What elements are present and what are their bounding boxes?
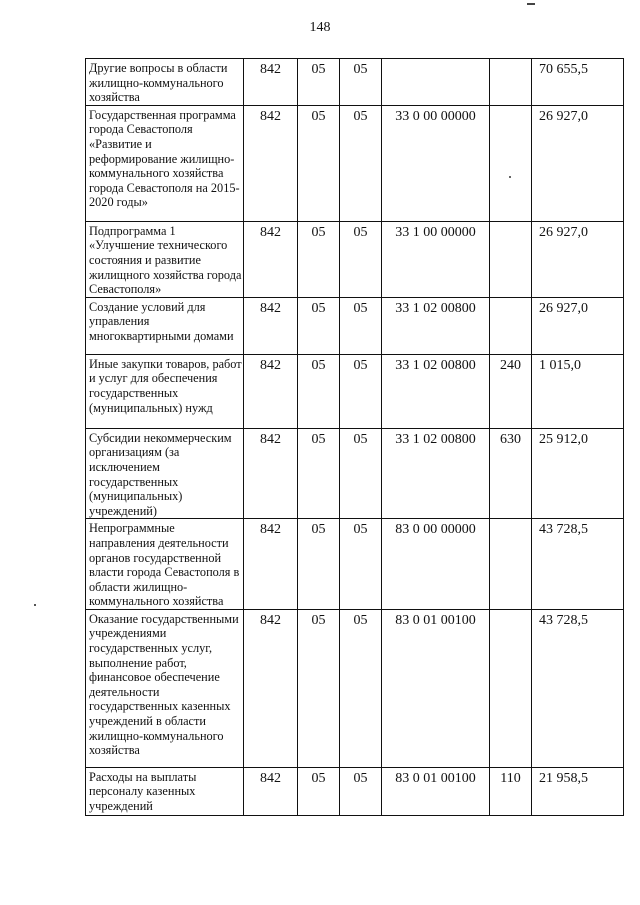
- table-row: [86, 105, 624, 221]
- row-name: Подпрограмма 1 «Улучшение технического состояния и развитие жилищного хозяйства города Севастополя»: [86, 221, 244, 297]
- ministry-code: 842: [244, 221, 298, 297]
- amount: 43 728,5: [532, 609, 624, 767]
- target-code: 83 0 00 00000: [382, 519, 490, 610]
- table-row: [86, 428, 624, 519]
- section-code: 05: [298, 609, 340, 767]
- amount: 21 958,5: [532, 767, 624, 815]
- budget-table: [85, 58, 624, 816]
- amount: 25 912,0: [532, 428, 624, 519]
- subsection-code: 05: [340, 354, 382, 428]
- ministry-code: 842: [244, 428, 298, 519]
- table-row: [86, 767, 624, 815]
- expense-type-code: 630: [490, 428, 532, 519]
- target-code: 33 0 00 00000: [382, 105, 490, 221]
- amount: 26 927,0: [532, 105, 624, 221]
- expense-type-code: [490, 221, 532, 297]
- ministry-code: 842: [244, 354, 298, 428]
- expense-type-code: [490, 297, 532, 354]
- section-code: 05: [298, 354, 340, 428]
- subsection-code: 05: [340, 221, 382, 297]
- target-code: 33 1 02 00800: [382, 428, 490, 519]
- amount: 26 927,0: [532, 221, 624, 297]
- ministry-code: 842: [244, 59, 298, 106]
- expense-type-code: 110: [490, 767, 532, 815]
- subsection-code: 05: [340, 609, 382, 767]
- section-code: 05: [298, 767, 340, 815]
- subsection-code: 05: [340, 297, 382, 354]
- subsection-code: 05: [340, 105, 382, 221]
- expense-type-code: [490, 105, 532, 221]
- subsection-code: 05: [340, 767, 382, 815]
- table-row: [86, 609, 624, 767]
- amount: 43 728,5: [532, 519, 624, 610]
- target-code: 33 1 02 00800: [382, 297, 490, 354]
- ministry-code: 842: [244, 519, 298, 610]
- row-name: Оказание государственными учреждениями государственных услуг, выполнение работ, финансовое обеспечение деятельности государственных казенных учреждений в области жилищно-коммунального хозяйства: [86, 609, 244, 767]
- section-code: 05: [298, 221, 340, 297]
- row-name: Субсидии некоммерческим организациям (за исключением государственных (муниципальных) учреждений): [86, 428, 244, 519]
- table-row: [86, 354, 624, 428]
- row-name: Другие вопросы в области жилищно-коммунального хозяйства: [86, 59, 244, 106]
- amount: 26 927,0: [532, 297, 624, 354]
- expense-type-code: [490, 59, 532, 106]
- table-row: [86, 221, 624, 297]
- section-code: 05: [298, 428, 340, 519]
- row-name: Государственная программа города Севастополя «Развитие и реформирование жилищно-коммунального хозяйства города Севастополя на 2015-2020 годы»: [86, 105, 244, 221]
- table-row: [86, 519, 624, 610]
- subsection-code: 05: [340, 428, 382, 519]
- scan-speck: [34, 604, 36, 606]
- target-code: 33 1 00 00000: [382, 221, 490, 297]
- expense-type-code: [490, 519, 532, 610]
- expense-type-code: 240: [490, 354, 532, 428]
- section-code: 05: [298, 297, 340, 354]
- table-row: [86, 297, 624, 354]
- ministry-code: 842: [244, 767, 298, 815]
- target-code: 83 0 01 00100: [382, 767, 490, 815]
- row-name: Иные закупки товаров, работ и услуг для обеспечения государственных (муниципальных) нужд: [86, 354, 244, 428]
- target-code: 83 0 01 00100: [382, 609, 490, 767]
- row-name: Создание условий для управления многоквартирными домами: [86, 297, 244, 354]
- target-code: [382, 59, 490, 106]
- row-name: Расходы на выплаты персоналу казенных учреждений: [86, 767, 244, 815]
- amount: 70 655,5: [532, 59, 624, 106]
- row-name: Непрограммные направления деятельности органов государственной власти города Севастополя в области жилищно-коммунального хозяйства: [86, 519, 244, 610]
- subsection-code: 05: [340, 519, 382, 610]
- ministry-code: 842: [244, 105, 298, 221]
- subsection-code: 05: [340, 59, 382, 106]
- ministry-code: 842: [244, 609, 298, 767]
- section-code: 05: [298, 105, 340, 221]
- section-code: 05: [298, 519, 340, 610]
- scan-mark: [527, 3, 535, 5]
- amount: 1 015,0: [532, 354, 624, 428]
- ministry-code: 842: [244, 297, 298, 354]
- section-code: 05: [298, 59, 340, 106]
- table-row: [86, 59, 624, 106]
- expense-type-code: [490, 609, 532, 767]
- page-number: 148: [309, 20, 331, 35]
- target-code: 33 1 02 00800: [382, 354, 490, 428]
